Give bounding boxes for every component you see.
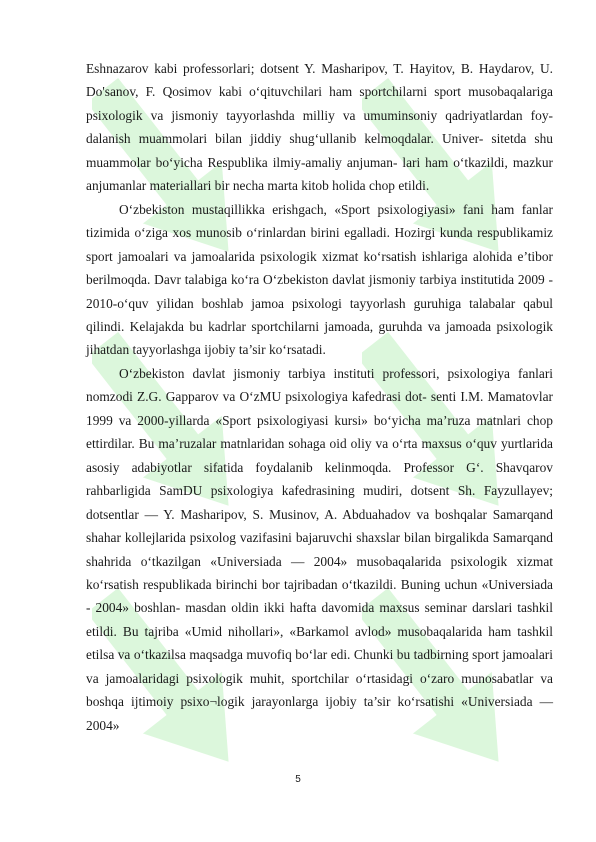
paragraph-sport-psychology-status: O‘zbekiston mustaqillikka erishgach, «Sport psixologiyasi» fani ham fanlar tizimida o‘ziga xos munosib o‘rinlardan birini egalladi. Hozirgi kunda respublikamiz sport jamoalari va jamoalarida psixologik xizmat ko‘rsatish ishlariga alohida e’tibor berilmoqda. Davr talabiga ko‘ra O‘zbekiston davlat jismoniy tarbiya institutida 2009 - 2010-o‘quv yilidan boshlab jamoa psixologi tayyorlash guruhiga talabalar qabul qilindi. Kelajakda bu kadrlar sportchilarni jamoada, guruhda va jamoada psixologik jihatdan tayyorlashga ijobiy ta’sir ko‘rsatadi.: [86, 201, 553, 358]
page-number: 5: [295, 774, 301, 785]
paragraph-continuation: Eshnazarov kabi professorlari; dotsent Y. Masharipov, T. Hayitov, B. Haydarov, U. Do'sanov, F. Qosimov kabi o‘qituvchilari ham sportchilarni sport musobaqalariga psixologik va jismoniy tayyorlashda milliy va umuminsoniy qadriyatlardan foy-dalanish muammolari bilan jiddiy shug‘ullanib kelmoqdalar. Univer- sitetda shu muammolar bo‘yicha Respublika ilmiy-amaliy anjuman- lari ham o‘tkazildi, mazkur anjumanlar materiallari bir necha marta kitob holida chop etildi.: [86, 61, 553, 194]
page-body: [86, 57, 553, 737]
paragraph-lecture-texts: O‘zbekiston davlat jismoniy tarbiya instituti professori, psixologiya fanlari nomzodi Z.G. Gapparov va O‘zMU psixologiya kafedrasi dot- senti I.M. Mamatovlar 1999 va 2000-yillarda «Sport psixologiyasi kursi» bo‘yicha ma’ruza matnlari chop ettirdilar. Bu ma’ruzalar matnlaridan sohaga oid oliy va o‘rta maxsus o‘quv yurtlarida asosiy adabiyotlar sifatida foydalanib kelinmoqda. Professor G‘. Shavqarov rahbarligida SamDU psixologiya kafedrasining mudiri, dotsent Sh. Fayzullayev; dotsentlar — Y. Masharipov, S. Musinov, A. Abduahadov va boshqalar Samarqand shahar kollejlarida psixolog vazifasini bajaruvchi shaxslar bilan birgalikda Samarqand shahrida o‘tkazilgan «Universiada — 2004» musobaqalarida psixologik xizmat ko‘rsatish respublikada birinchi bor tajribadan o‘tkazildi. Buning uchun «Universiada - 2004» boshlan- masdan oldin ikki hafta davomida maxsus seminar darslari tashkil etildi. Bu tajriba «Umid nihollari», «Barkamol avlod» musobaqalarida ham tashkil etilsa va o‘tkazilsa maqsadga muvofiq bo‘lar edi. Chunki bu tadbirning sport jamoalari va jamoalaridagi psixologik muhit, sportchilar o‘rtasidagi o‘zaro munosabatlar va boshqa ijtimoiy psixo¬logik jarayonlarga ijobiy ta’sir ko‘rsatishi «Universiada — 2004»: [86, 365, 553, 733]
